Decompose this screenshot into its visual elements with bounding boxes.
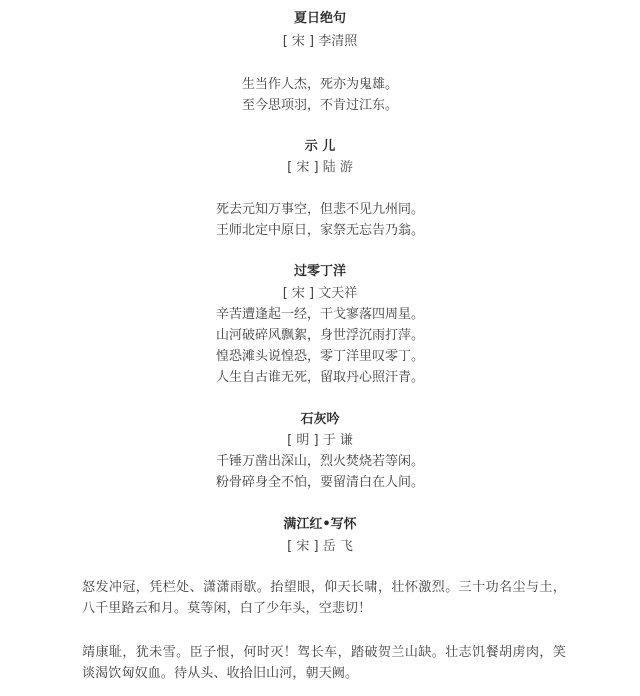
poem-title: 满江红•写怀 — [283, 517, 357, 532]
poem-line: 山河破碎风飘絮，身世浮沉雨打萍。 — [215, 328, 424, 343]
poem-title: 示 儿 — [304, 139, 336, 154]
poem-line: 人生自古谁无死，留取丹心照汗青。 — [215, 370, 424, 385]
poem-title: 过零丁洋 — [293, 264, 346, 279]
poem-author: [ 明 ] 于 谦 — [287, 433, 353, 448]
poem-author: [ 宋 ] 岳 飞 — [287, 539, 353, 554]
poem-title: 夏日绝句 — [293, 11, 346, 26]
poem-line: 王师北定中原日，家祭无忘告乃翁。 — [215, 223, 424, 238]
poem-line: 至今思项羽，不肯过江东。 — [241, 98, 398, 113]
poem-line: 辛苦遭逢起一经，干戈寥落四周星。 — [215, 307, 424, 322]
poem-paragraph: 靖康耻，犹未雪。臣子恨，何时灭！驾长车，踏破贺兰山缺。壮志饥餐胡虏肉，笑谈渴饮匈奴血。待从头、收拾旧山河，朝天阙。 — [82, 645, 566, 681]
poem-author: [ 宋 ] 陆 游 — [287, 160, 353, 175]
poem-line: 死去元知万事空，但悲不见九州同。 — [215, 202, 424, 217]
poem-title: 石灰吟 — [300, 412, 340, 427]
poem-line: 惶恐滩头说惶恐，零丁洋里叹零丁。 — [215, 349, 424, 364]
poem-line: 粉骨碎身全不怕，要留清白在人间。 — [215, 475, 424, 490]
poem-author: [ 宋 ] 文天祥 — [282, 286, 358, 301]
poem-paragraph: 怒发冲冠，凭栏处、潇潇雨歇。抬望眼，仰天长啸，壮怀激烈。三十功名尘与土，八千里路云和月。莫等闲，白了少年头，空悲切！ — [82, 580, 566, 616]
poem-line: 生当作人杰，死亦为鬼雄。 — [241, 77, 398, 92]
poem-line: 千锤万凿出深山，烈火焚烧若等闲。 — [215, 454, 424, 469]
poem-author: [ 宋 ] 李清照 — [282, 34, 358, 49]
